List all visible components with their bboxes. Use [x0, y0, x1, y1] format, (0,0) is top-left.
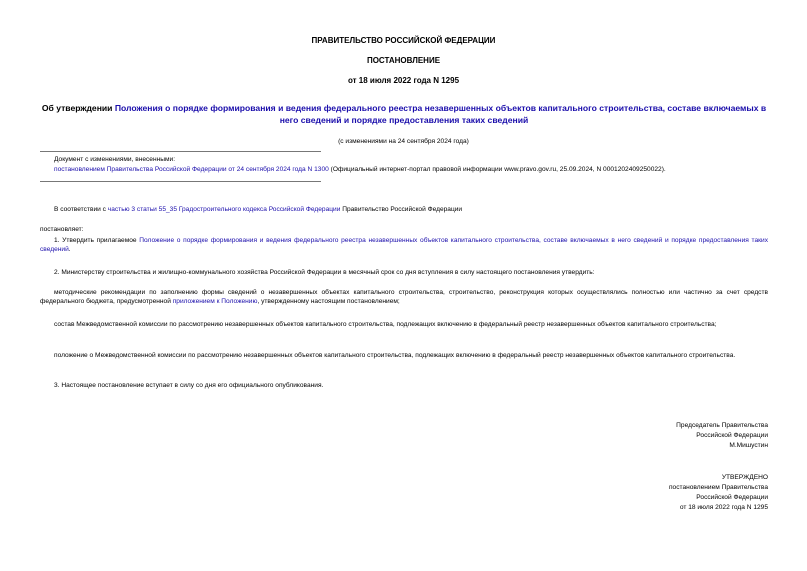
item-1-prefix: 1. Утвердить прилагаемое [54, 237, 140, 244]
item-2b-paragraph: состав Межведомственной комиссии по рассмотрению незавершенных объектов капитального строительства, подлежащих включению в федеральный реестр незавершенных объектов капитального строительства; [54, 321, 717, 328]
item-3-paragraph: 3. Настоящее постановление вступает в силу со дня его официального опубликования. [54, 382, 324, 389]
approval-line-4: от 18 июля 2022 года N 1295 [679, 504, 768, 511]
approval-stamp: УТВЕРЖДЕНО [721, 474, 768, 481]
preamble-prefix: В соответствии с [54, 206, 108, 213]
regulation-link[interactable]: Положение о порядке формирования и ведения федерального реестра незавершенных объектов капитального строительства, составе включаемых в него сведений и порядке предоставления таких сведений [40, 237, 768, 253]
changes-label: Документ с изменениями, внесенными: [54, 156, 176, 163]
changes-top-divider [40, 151, 321, 152]
preamble-paragraph [40, 205, 768, 214]
document-title [40, 102, 768, 126]
item-1-paragraph [40, 236, 768, 254]
government-heading: ПРАВИТЕЛЬСТВО РОССИЙСКОЙ ФЕДЕРАЦИИ [311, 36, 496, 45]
signature-block [676, 421, 768, 451]
item-1-suffix: . [68, 246, 71, 253]
appendix-link[interactable]: приложением к Положению [172, 298, 258, 305]
item-2c-paragraph: положение о Межведомственной комиссии по рассмотрению незавершенных объектов капитального строительства, подлежащих включению в федеральный реестр незавершенных объектов капитального строительства. [54, 352, 736, 359]
decrees-word: постановляет: [40, 226, 84, 233]
item-2a-paragraph [40, 288, 768, 306]
signature-country: Российской Федерации [696, 432, 768, 439]
amending-decree-link[interactable]: постановлением Правительства Российской Федерации от 24 сентября 2024 года N 1300 [54, 166, 329, 173]
signature-position: Председатель Правительства [676, 422, 768, 429]
signature-name: М.Мишустин [729, 442, 768, 449]
preamble-suffix: Правительство Российской Федерации [340, 206, 463, 213]
item-2a-prefix: методические рекомендации по заполнению формы сведений о незавершенных объектах капитального строительства, строительство, реконструкция которых осуществлялись полностью или частично за счет средств федерального бюджета, предусмотренной [40, 289, 768, 305]
date-number-heading: от 18 июля 2022 года N 1295 [347, 76, 460, 85]
changes-source: (Официальный интернет-портал правовой информации www.pravo.gov.ru, 25.09.2024, N 0001202409250022). [328, 166, 666, 173]
title-prefix: Об утверждении [41, 103, 115, 113]
town-planning-code-link[interactable]: частью 3 статьи 55_35 Градостроительного кодекса Российской Федерации [107, 206, 341, 213]
regulation-title-link[interactable]: Положения о порядке формирования и ведения федерального реестра незавершенных объектов капитального строительства, составе включаемых в него сведений и порядке предоставления таких сведений [114, 103, 767, 125]
edition-note: (с изменениями на 24 сентября 2024 года) [338, 138, 469, 145]
changes-bottom-divider [40, 181, 321, 182]
approval-block [669, 473, 768, 513]
changes-entry [54, 165, 768, 174]
approval-line-3: Российской Федерации [696, 494, 768, 501]
approval-line-2: постановлением Правительства [668, 484, 768, 491]
item-2-paragraph: 2. Министерству строительства и жилищно-коммунального хозяйства Российской Федерации в месячный срок со дня вступления в силу настоящего постановления утвердить: [54, 269, 595, 276]
item-2a-suffix: , утвержденному настоящим постановлением; [257, 298, 400, 305]
document-type-heading: ПОСТАНОВЛЕНИЕ [366, 56, 441, 65]
